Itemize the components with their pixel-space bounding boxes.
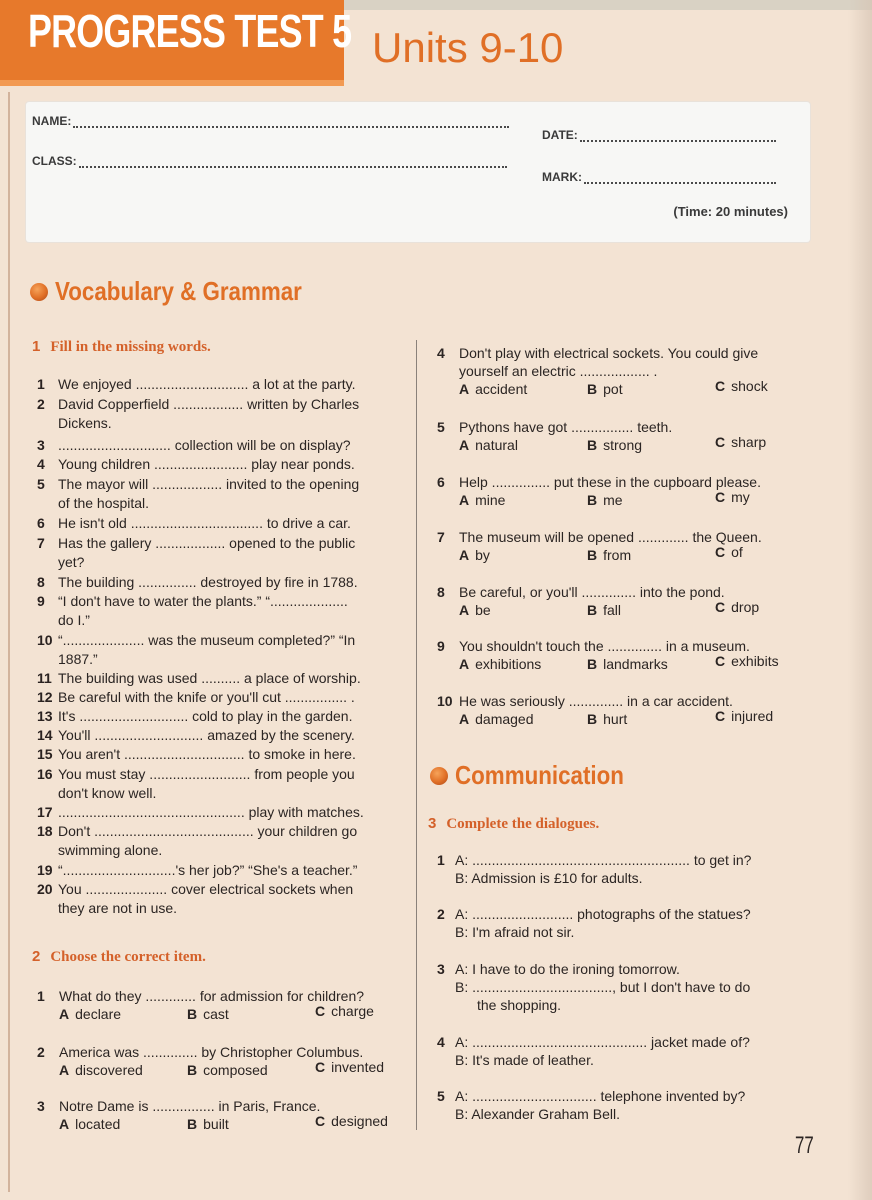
item-text-line: of the hospital. (58, 495, 150, 511)
item-number: 3 (37, 1098, 45, 1114)
answer-option[interactable] (587, 655, 668, 673)
item-number: 10 (437, 693, 453, 709)
answer-option[interactable] (587, 380, 623, 398)
answer-option[interactable] (587, 601, 621, 619)
item-number: 1 (37, 988, 45, 1004)
question-text: America was .............. by Christopher Columbus. (59, 1044, 364, 1060)
question-text: Be careful, or you'll .............. into the pond. (459, 584, 725, 600)
dialogue-line: B: Admission is £10 for adults. (455, 870, 643, 886)
option-text: be (475, 602, 491, 618)
option-text: by (475, 547, 490, 563)
item-text-line: swimming alone. (58, 842, 163, 858)
item-text-line: ................................................ play with matches. (58, 804, 364, 820)
item-number: 4 (37, 456, 45, 472)
item-number: 11 (37, 670, 52, 686)
question-text: The museum will be opened ............. the Queen. (459, 529, 762, 545)
date-label: DATE: (542, 128, 578, 142)
page-edge-shadow (848, 0, 872, 1200)
dialogue-line: B: I'm afraid not sir. (455, 924, 575, 940)
section-vocabulary-grammar (30, 276, 342, 307)
exercise-number: 3 (428, 815, 437, 832)
item-number: 18 (37, 823, 53, 839)
option-letter: A (59, 1006, 70, 1022)
section-communication (430, 760, 651, 791)
option-text: me (603, 492, 623, 508)
option-text: invented (331, 1059, 385, 1075)
option-text: accident (475, 381, 528, 397)
answer-option[interactable] (187, 1005, 229, 1023)
item-number: 9 (437, 638, 445, 654)
item-number: 13 (37, 708, 53, 724)
choice-item (37, 987, 412, 1047)
answer-option[interactable] (715, 652, 779, 670)
answer-option[interactable] (715, 377, 768, 395)
option-text: hurt (603, 711, 628, 727)
item-number: 14 (37, 727, 53, 743)
dialogue-line: A: I have to do the ironing tomorrow. (455, 961, 680, 977)
item-text-line: Has the gallery .................. opened to the public (58, 535, 356, 551)
answer-option[interactable] (315, 1058, 384, 1076)
margin-rule (8, 92, 10, 1192)
option-letter: C (715, 708, 726, 724)
answer-option[interactable] (459, 601, 491, 619)
option-letter: B (187, 1062, 198, 1078)
item-text-line: The building ............... destroyed by fire in 1788. (58, 574, 358, 590)
page-number: 77 (795, 1132, 814, 1159)
answer-option[interactable] (587, 546, 631, 564)
answer-option[interactable] (715, 598, 759, 616)
item-text-line: do I.” (58, 612, 90, 628)
item-text-line: You'll ............................ amazed by the scenery. (58, 727, 355, 743)
option-letter: B (587, 711, 598, 727)
answer-option[interactable] (459, 655, 541, 673)
item-number: 3 (437, 961, 445, 977)
item-text-line: We enjoyed ............................. a lot at the party. (58, 376, 356, 392)
item-number: 2 (437, 906, 445, 922)
date-field[interactable] (542, 128, 776, 142)
item-number: 20 (37, 881, 53, 897)
option-letter: B (587, 547, 598, 563)
option-letter: C (715, 599, 726, 615)
item-number: 5 (437, 419, 445, 435)
exercise-2-heading (32, 948, 206, 966)
answer-option[interactable] (459, 436, 518, 454)
exercise-instruction: Complete the dialogues. (446, 816, 600, 832)
orange-bullet-icon (30, 283, 48, 301)
choice-item (437, 637, 812, 697)
orange-bullet-icon (430, 767, 448, 785)
option-letter: B (587, 381, 598, 397)
option-text: my (731, 489, 750, 505)
option-letter: C (715, 434, 726, 450)
option-text: pot (603, 381, 623, 397)
option-text: declare (75, 1006, 122, 1022)
dialogue-line: A: .......................... photographs of the statues? (455, 906, 751, 922)
option-letter: B (587, 656, 598, 672)
option-text: exhibitions (475, 656, 542, 672)
item-number: 9 (37, 593, 45, 609)
dialogue-line: B: Alexander Graham Bell. (455, 1106, 620, 1122)
dialogue-line: A: ........................................................ to get in? (455, 852, 752, 868)
question-text: He was seriously .............. in a car accident. (459, 693, 733, 709)
item-number: 8 (437, 584, 445, 600)
item-number: 4 (437, 1034, 445, 1050)
units-title: Units 9-10 (372, 24, 564, 71)
option-letter: C (715, 653, 726, 669)
option-text: strong (603, 437, 643, 453)
item-number: 6 (37, 515, 45, 531)
item-text-line: “.............................'s her job?” “She's a teacher.” (58, 862, 358, 878)
choice-item (37, 1043, 412, 1103)
choice-item (437, 583, 812, 643)
item-text-line: they are not in use. (58, 900, 178, 916)
mark-label: MARK: (542, 170, 582, 184)
choice-item (37, 1097, 412, 1157)
item-text-line: “..................... was the museum completed?” “In (58, 632, 356, 648)
option-letter: A (59, 1062, 70, 1078)
question-text: yourself an electric .................. . (459, 363, 658, 379)
item-text-line: You must stay .......................... from people you (58, 766, 355, 782)
option-text: shock (731, 378, 768, 394)
option-text: charge (331, 1003, 374, 1019)
item-number: 7 (437, 529, 445, 545)
item-number: 7 (37, 535, 45, 551)
column-divider (416, 340, 417, 1130)
option-text: injured (731, 708, 774, 724)
item-text-line: He isn't old .................................. to drive a car. (58, 515, 351, 531)
item-number: 2 (37, 1044, 45, 1060)
dialogue-line: A: ............................................. jacket made of? (455, 1034, 750, 1050)
answer-option[interactable] (715, 543, 743, 561)
option-letter: A (459, 381, 470, 397)
item-text-line: You ..................... cover electrical sockets when (58, 881, 354, 897)
item-text-line: Be careful with the knife or you'll cut ................ . (58, 689, 355, 705)
question-text: Help ............... put these in the cupboard please. (459, 474, 761, 490)
class-line (79, 158, 507, 168)
answer-option[interactable] (587, 491, 623, 509)
exercise-1-heading (32, 338, 211, 356)
question-text: You shouldn't touch the .............. in a museum. (459, 638, 750, 654)
item-number: 10 (37, 632, 53, 648)
option-letter: A (459, 547, 470, 563)
item-number: 8 (37, 574, 45, 590)
exercise-number: 1 (32, 338, 41, 355)
answer-option[interactable] (459, 546, 490, 564)
name-label: NAME: (32, 114, 72, 128)
item-number: 16 (37, 766, 53, 782)
item-text-line: The mayor will .................. invited to the opening (58, 476, 360, 492)
title-banner (0, 0, 352, 86)
answer-option[interactable] (715, 488, 750, 506)
item-number: 5 (437, 1088, 445, 1104)
item-text-line: yet? (58, 554, 85, 570)
answer-option[interactable] (59, 1115, 120, 1133)
question-text: Pythons have got ................ teeth. (459, 419, 673, 435)
item-text-line: Young children ........................ play near ponds. (58, 456, 355, 472)
answer-option[interactable] (315, 1002, 374, 1020)
item-text-line: 1887.” (58, 651, 98, 667)
option-text: of (731, 544, 743, 560)
name-field[interactable] (32, 114, 509, 128)
item-text-line: ............................. collection will be on display? (58, 437, 351, 453)
question-text: Notre Dame is ................ in Paris, France. (59, 1098, 321, 1114)
item-number: 12 (37, 689, 53, 705)
choice-item (437, 418, 812, 478)
option-text: designed (331, 1113, 388, 1129)
option-text: landmarks (603, 656, 668, 672)
option-letter: C (315, 1113, 326, 1129)
option-letter: C (715, 544, 726, 560)
dialogue-line: A: ................................ telephone invented by? (455, 1088, 746, 1104)
question-text: Don't play with electrical sockets. You could give (459, 345, 759, 361)
choice-item (437, 528, 812, 588)
dialogue-line: B: It's made of leather. (455, 1052, 594, 1068)
answer-option[interactable] (315, 1112, 388, 1130)
answer-option[interactable] (587, 710, 627, 728)
option-text: fall (603, 602, 622, 618)
option-text: from (603, 547, 632, 563)
option-text: built (203, 1116, 229, 1132)
answer-option[interactable] (59, 1061, 143, 1079)
option-text: composed (203, 1062, 268, 1078)
test-title: PROGRESS TEST 5 (28, 5, 352, 57)
exercise-instruction: Choose the correct item. (50, 949, 206, 965)
option-text: exhibits (731, 653, 779, 669)
option-letter: A (59, 1116, 70, 1132)
item-number: 3 (37, 437, 45, 453)
answer-option[interactable] (187, 1061, 268, 1079)
item-number: 4 (437, 345, 445, 361)
option-letter: B (587, 437, 598, 453)
time-note: (Time: 20 minutes) (673, 204, 788, 219)
item-number: 6 (437, 474, 445, 490)
item-number: 1 (37, 376, 45, 392)
option-text: drop (731, 599, 760, 615)
item-number: 17 (37, 804, 53, 820)
option-letter: A (459, 711, 470, 727)
option-letter: B (587, 492, 598, 508)
option-text: damaged (475, 711, 534, 727)
choice-item (437, 692, 812, 752)
item-text-line: don't know well. (58, 785, 157, 801)
dialogue-line: the shopping. (477, 997, 562, 1013)
option-letter: C (315, 1059, 326, 1075)
answer-option[interactable] (715, 707, 773, 725)
option-letter: C (715, 489, 726, 505)
exercise-3-heading (428, 815, 599, 833)
section-title: Communication (455, 760, 624, 790)
answer-option[interactable] (459, 380, 527, 398)
class-label: CLASS: (32, 154, 77, 168)
option-letter: A (459, 656, 470, 672)
item-text-line: It's ............................ cold to play in the garden. (58, 708, 353, 724)
dialogue-line: B: ...................................., but I don't have to do (455, 979, 751, 995)
answer-option[interactable] (459, 491, 505, 509)
option-letter: A (459, 492, 470, 508)
option-text: sharp (731, 434, 767, 450)
mark-line (584, 174, 776, 184)
name-line (73, 118, 509, 128)
exercise-instruction: Fill in the missing words. (50, 339, 211, 355)
item-text-line: Don't ......................................... your children go (58, 823, 358, 839)
option-text: located (75, 1116, 121, 1132)
option-letter: A (459, 602, 470, 618)
answer-option[interactable] (715, 433, 766, 451)
mark-field[interactable] (542, 170, 776, 184)
option-letter: B (187, 1116, 198, 1132)
item-text-line: You aren't ............................... to smoke in here. (58, 746, 356, 762)
item-text-line: “I don't have to water the plants.” “.................... (58, 593, 348, 609)
option-letter: C (715, 378, 726, 394)
option-text: mine (475, 492, 506, 508)
class-field[interactable] (32, 154, 507, 168)
item-number: 19 (37, 862, 53, 878)
option-text: natural (475, 437, 518, 453)
item-number: 5 (37, 476, 45, 492)
question-text: What do they ............. for admission for children? (59, 988, 365, 1004)
item-text-line: Dickens. (58, 415, 112, 431)
answer-option[interactable] (587, 436, 642, 454)
option-text: cast (203, 1006, 229, 1022)
section-title: Vocabulary & Grammar (55, 276, 302, 306)
item-number: 2 (37, 396, 45, 412)
answer-option[interactable] (59, 1005, 121, 1023)
date-line (580, 132, 776, 142)
answer-option[interactable] (187, 1115, 229, 1133)
item-text-line: David Copperfield .................. written by Charles (58, 396, 360, 412)
option-letter: B (587, 602, 598, 618)
option-letter: A (459, 437, 470, 453)
choice-item (437, 473, 812, 533)
exercise-number: 2 (32, 948, 41, 965)
answer-option[interactable] (459, 710, 534, 728)
item-number: 1 (437, 852, 445, 868)
choice-item (437, 344, 812, 404)
item-text-line: The building was used .......... a place of worship. (58, 670, 361, 686)
option-letter: C (315, 1003, 326, 1019)
item-number: 15 (37, 746, 53, 762)
student-info-box (26, 102, 810, 242)
option-text: discovered (75, 1062, 143, 1078)
option-letter: B (187, 1006, 198, 1022)
